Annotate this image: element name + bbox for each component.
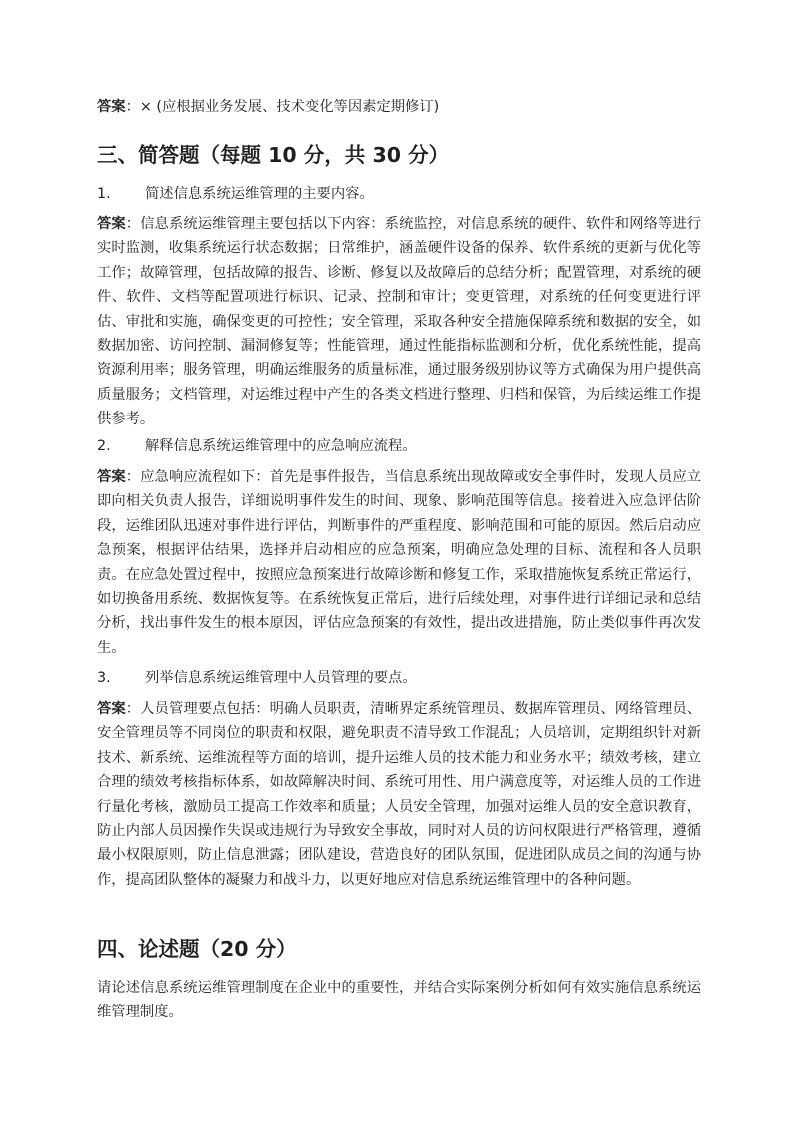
question-3 [97, 666, 701, 690]
answer-label: 答案 [97, 701, 126, 717]
question-number: 1. [97, 186, 111, 202]
question-2 [97, 434, 701, 458]
answer-label: 答案 [97, 216, 126, 232]
question-number: 3. [97, 670, 111, 686]
answer-text: 人员管理要点包括：明确人员职责，清晰界定系统管理员、数据库管理员、网络管理员、安全管理员等不同岗位的职责和权限，避免职责不清导致工作混乱；人员培训，定期组织针对新技术、新系统、运维流程等方面的培训，提升运维人员的技术能力和业务水平；绩效考核，建立合理的绩效考核指标体系，如故障解决时间、系统可用性、用户满意度等，对运维人员的工作进行量化考核，激励员工提高工作效率和质量；人员安全管理，加强对运维人员的安全意识教育，防止内部人员因操作失误或违规行为导致安全事故，同时对人员的访问权限进行严格管理，遵循最小权限原则，防止信息泄露；团队建设，营造良好的团队氛围，促进团队成员之间的沟通与协作，提高团队整体的凝聚力和战斗力，以更好地应对信息系统运维管理中的各种问题。 [97, 701, 702, 888]
answer-colon: ： [125, 469, 141, 485]
answer-text: × (应根据业务发展、技术变化等因素定期修订) [139, 99, 440, 115]
question-text: 简述信息系统运维管理的主要内容。 [145, 186, 374, 202]
question-text: 列举信息系统运维管理中人员管理的要点。 [145, 670, 417, 686]
answer-label: 答案 [97, 469, 126, 485]
answer-colon: ： [125, 701, 141, 717]
top-answer-line [97, 95, 701, 119]
section-title-short-answer: 三、简答题（每题 10 分，共 30 分） [97, 143, 450, 167]
essay-question: 请论述信息系统运维管理制度在企业中的重要性，并结合实际案例分析如何有效实施信息系统运维管理制度。 [97, 980, 701, 1021]
answer-label: 答案 [97, 99, 126, 115]
answer-colon: ： [125, 99, 140, 115]
answer-1 [97, 212, 701, 432]
question-text: 解释信息系统运维管理中的应急响应流程。 [145, 438, 417, 454]
answer-colon: ： [125, 216, 141, 232]
section-title-essay: 四、论述题（20 分） [97, 937, 297, 961]
answer-text: 信息系统运维管理主要包括以下内容：系统监控，对信息系统的硬件、软件和网络等进行实时监测，收集系统运行状态数据；日常维护，涵盖硬件设备的保养、软件系统的更新与优化等工作；故障管理，包括故障的报告、诊断、修复以及故障后的总结分析；配置管理，对系统的硬件、软件、文档等配置项进行标识、记录、控制和审计；变更管理，对系统的任何变更进行评估、审批和实施，确保变更的可控性；安全管理，采取各种安全措施保障系统和数据的安全，如数据加密、访问控制、漏洞修复等；性能管理，通过性能指标监测和分析，优化系统性能，提高资源利用率；服务管理，明确运维服务的质量标准，通过服务级别协议等方式确保为用户提供高质量服务；文档管理，对运维过程中产生的各类文档进行整理、归档和保管，为后续运维工作提供参考。 [97, 216, 702, 428]
answer-text: 应急响应流程如下：首先是事件报告，当信息系统出现故障或安全事件时，发现人员应立即向相关负责人报告，详细说明事件发生的时间、现象、影响范围等信息。接着进入应急评估阶段，运维团队迅速对事件进行评估，判断事件的严重程度、影响范围和可能的原因。然后启动应急预案，根据评估结果，选择并启动相应的应急预案，明确应急处理的目标、流程和各人员职责。在应急处置过程中，按照应急预案进行故障诊断和修复工作，采取措施恢复系统正常运行，如切换备用系统、数据恢复等。在系统恢复正常后，进行后续处理，对事件进行详细记录和总结分析，找出事件发生的根本原因，评估应急预案的有效性，提出改进措施，防止类似事件再次发生。 [97, 469, 702, 656]
question-number: 2. [97, 438, 111, 454]
answer-2 [97, 465, 701, 660]
question-1 [97, 182, 701, 206]
answer-3 [97, 697, 701, 892]
